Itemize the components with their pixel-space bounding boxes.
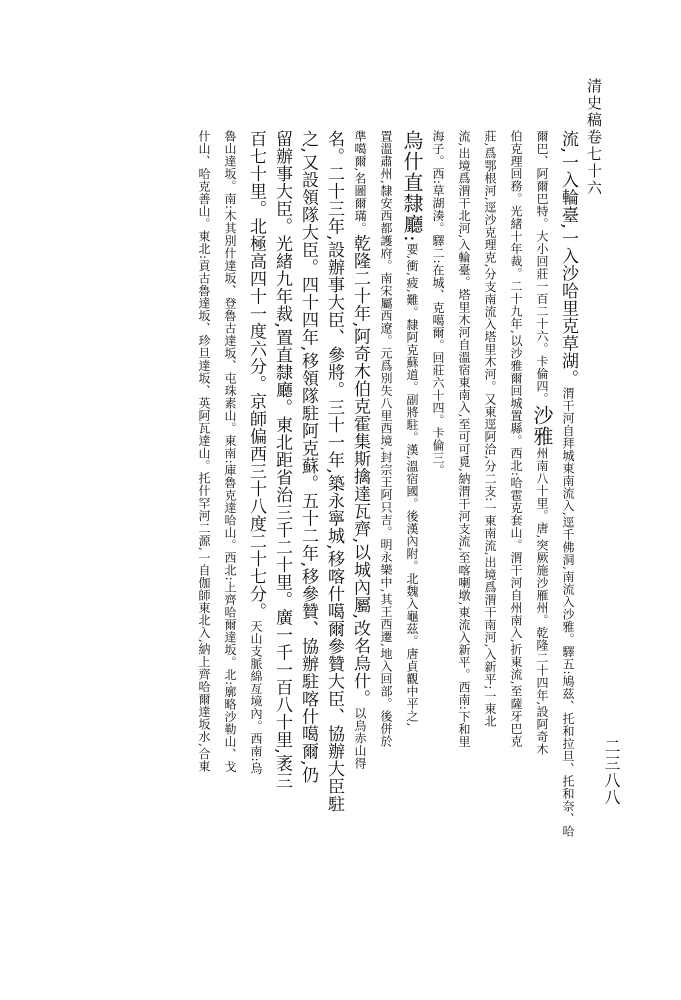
- text-column: [269, 130, 295, 960]
- text-segment: 之,又設領隊大臣。四十四年,移領隊駐阿克蘇。五十二年,移參贊、協辦駐喀什噶爾,仍: [298, 130, 318, 784]
- text-segment: 爾巴、阿爾巴特。大小回莊一百二十六。卡倫四。: [535, 130, 549, 405]
- text-column: [321, 130, 347, 960]
- text-segment: 沙雅: [530, 405, 554, 447]
- text-column: [217, 130, 243, 960]
- text-column: [451, 130, 477, 960]
- text-segment: 州南八十里。唐,突厥施沙雁州。乾隆二十四年,設阿奇木: [535, 447, 549, 756]
- text-column: [425, 130, 451, 960]
- text-column: [243, 130, 269, 960]
- text-column: [555, 130, 581, 960]
- page-number: 二三八八: [602, 738, 621, 806]
- text-segment: 莊,爲鄂根河,逕沙克理克,分支南流入塔里木河。又東逕阿洽,分二支:一東南流,出境爲渭干南河,入新平;一東北: [483, 130, 497, 728]
- text-column: [399, 130, 425, 960]
- text-segment: 北極高四十一度六分。京師偏西三十八度二十七分。: [246, 217, 266, 620]
- text-body: [61, 130, 581, 960]
- text-segment: 伯克理回務。光緒十年裁。二十九年,以沙雅爾回城置縣。西北:哈雹克套山。渭干河自州南入,折東流,至薩牙巴克: [509, 130, 523, 748]
- text-column: [191, 130, 217, 960]
- text-segment: 流,出境爲渭干北河,入輪臺。塔里木河自溫宿東南入,至可可覓,納渭干河支流,至喀喇墩,東流入新平。西南:下和里: [457, 130, 471, 748]
- text-column: [373, 130, 399, 960]
- text-segment: 魯山達坂。南:木其別什達坂、登魯古達坂、屯珠素山。東南:庫魯克達哈山。西北:上齊哈爾達坂。北:廓略沙勒山、戈: [223, 130, 237, 774]
- text-segment: 要,衝,疲,難。隸阿克蘇道。副將駐。漢,溫宿國。後漢內附。北魏入龜茲。唐貞觀中平之,: [405, 242, 419, 727]
- text-segment: 海子。西:草湖湊。驛二:在城、克噶爾。回莊六十四。卡倫三。: [431, 130, 445, 477]
- text-segment: 置溫肅州,隸安西都護府。南宋屬西遼。元爲別失八里西境,封宗王阿只吉。明永樂中,其王西遷,地入回部。後併於: [379, 130, 393, 748]
- text-segment: 渭干河自拜城東南流入,逕千佛洞,南流入沙雅。驛五:鳩茲、托和拉旦、托和奈、哈: [561, 386, 575, 838]
- text-column: [295, 130, 321, 960]
- text-column: [529, 130, 555, 960]
- text-segment: 百七十里。: [246, 130, 266, 218]
- text-column: [503, 130, 529, 960]
- text-segment: 準噶爾,名圖爾璊。: [353, 130, 367, 235]
- text-column: [477, 130, 503, 960]
- text-segment: 以烏赤山得: [353, 707, 367, 770]
- text-column: [347, 130, 373, 960]
- text-segment: 什山、哈克善山。東北:貢古魯達坂、珍旦達坂、英阿瓦達山。托什罕河二源,一自伽師東北入,納上齊哈爾達坂水,合東: [197, 130, 211, 773]
- text-segment: 流,一入輪臺,一入沙哈里克草湖。: [558, 130, 578, 387]
- text-segment: 名。二十三年,設辦事大臣、參將。三十一年,築永寧城,移喀什噶爾參贊大臣、協辦大臣駐: [324, 130, 344, 813]
- text-segment: 留辦事大臣。光緒九年裁,置直隸廳。東北距省治三千二十里。廣一千一百八十里,袤三: [272, 130, 292, 790]
- text-segment: 天山支脈綿亙境內。西南:烏: [249, 620, 263, 775]
- text-segment: 乾隆二十年,阿奇木伯克霍集斯擒達瓦齊,以城內屬,改名烏什。: [350, 234, 370, 708]
- text-segment: 烏什直隸廳:: [400, 130, 424, 243]
- running-title: 清史稿卷七十六: [585, 78, 603, 197]
